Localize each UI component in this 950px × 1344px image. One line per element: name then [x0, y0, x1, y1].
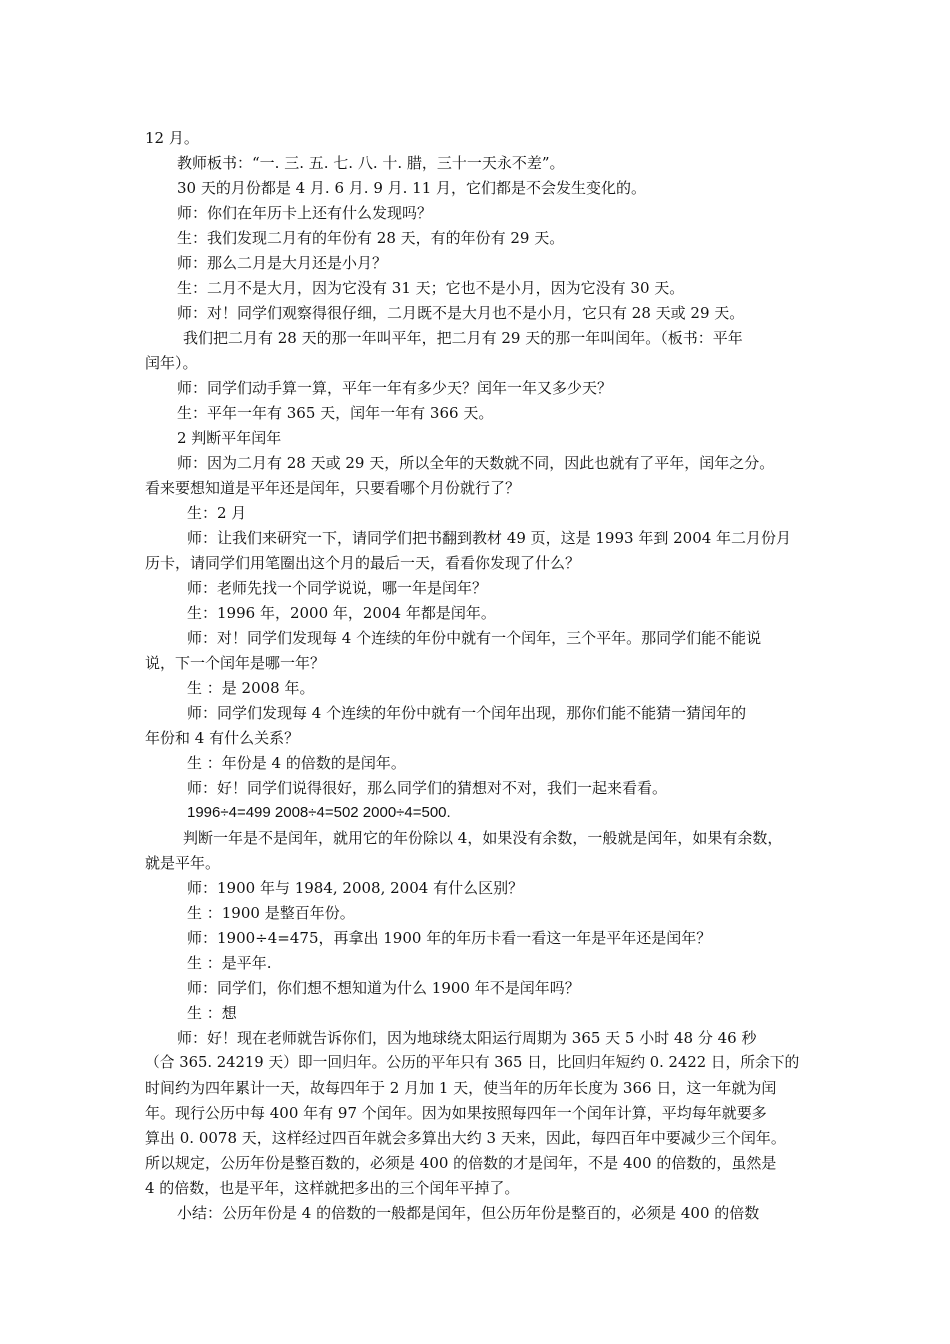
text-line: 生 ：是平年.	[187, 954, 272, 972]
text-line: 生：二月不是大月，因为它没有 31 天；它也不是小月，因为它没有 30 天。	[177, 279, 685, 297]
text-line: 年。现行公历中每 400 年有 97 个闰年。因为如果按照每四年一个闰年计算，平均每年就要多	[145, 1104, 767, 1122]
text-line: 闰年）。	[145, 354, 198, 372]
text-line: 生：平年一年有 365 天，闰年一年有 366 天。	[177, 404, 494, 422]
section-heading: 2 判断平年闰年	[177, 429, 282, 447]
text-line: 师：好！同学们说得很好，那么同学们的猜想对不对，我们一起来看看。	[187, 779, 668, 797]
text-line: 生 ：年份是 4 的倍数的是闰年。	[187, 754, 406, 772]
text-line: 师：对！同学们发现每 4 个连续的年份中就有一个闰年，三个平年。那同学们能不能说	[187, 629, 762, 647]
text-line: 师：对！同学们观察得很仔细，二月既不是大月也不是小月，它只有 28 天或 29 天。	[177, 304, 745, 322]
text-line: 时间约为四年累计一天，故每四年于 2 月加 1 天，使当年的历年长度为 366 日，这一年就为闰	[145, 1079, 777, 1097]
text-line: 看来要想知道是平年还是闰年，只要看哪个月份就行了？	[145, 479, 521, 497]
text-line: 说，下一个闰年是哪一年？	[145, 654, 326, 672]
text-line: 师：1900÷4=475，再拿出 1900 年的年历卡看一看这一年是平年还是闰年？	[187, 929, 712, 947]
text-line: 师：那么二月是大月还是小月？	[177, 254, 388, 272]
text-line: 师：同学们，你们想不想知道为什么 1900 年不是闰年吗？	[187, 979, 580, 997]
text-line: 历卡，请同学们用笔圈出这个月的最后一天，看看你发现了什么？	[145, 554, 581, 572]
text-line: 师：1900 年与 1984, 2008, 2004 有什么区别？	[187, 879, 524, 897]
text-line: 年份和 4 有什么关系？	[145, 729, 300, 747]
text-line: 师：你们在年历卡上还有什么发现吗？	[177, 204, 433, 222]
text-line: 我们把二月有 28 天的那一年叫平年，把二月有 29 天的那一年叫闰年。（板书：平年	[183, 329, 743, 347]
text-line: 生：我们发现二月有的年份有 28 天，有的年份有 29 天。	[177, 229, 565, 247]
text-line: 算出 0. 0078 天，这样经过四百年就会多算出大约 3 天来，因此，每四百年中要减少三个闰年。	[145, 1129, 786, 1147]
text-line: 师：因为二月有 28 天或 29 天，所以全年的天数就不同，因此也就有了平年，闰年之分。	[177, 454, 775, 472]
text-line: 生：1996 年，2000 年，2004 年都是闰年。	[187, 604, 496, 622]
text-line: 生：2 月	[187, 504, 247, 522]
text-line: （合 365. 24219 天）即一回归年。公历的平年只有 365 日，比回归年短约 0. 2422 日，所余下的	[145, 1054, 800, 1071]
text-line: 生 ：想	[187, 1004, 237, 1022]
text-line: 30 天的月份都是 4 月. 6 月. 9 月. 11 月，它们都是不会发生变化的。	[177, 179, 647, 197]
text-line: 小结：公历年份是 4 的倍数的一般都是闰年，但公历年份是整百的，必须是 400 的倍数	[177, 1204, 760, 1222]
text-line: 师：同学们发现每 4 个连续的年份中就有一个闰年出现，那你们能不能猜一猜闰年的	[187, 704, 747, 722]
text-line: 师：同学们动手算一算，平年一年有多少天？闰年一年又多少天？	[177, 379, 613, 397]
text-line: 判断一年是不是闰年，就用它的年份除以 4，如果没有余数，一般就是闰年，如果有余数，	[183, 829, 783, 847]
text-line: 所以规定，公历年份是整百数的，必须是 400 的倍数的才是闰年，不是 400 的倍数的，虽然是	[145, 1154, 777, 1172]
text-line: 生 ：是 2008 年。	[187, 679, 315, 697]
text-line: 师：让我们来研究一下，请同学们把书翻到教材 49 页，这是 1993 年到 2004 年二月份月	[187, 529, 792, 547]
text-line: 12 月。	[145, 129, 199, 147]
text-line: 师：好！现在老师就告诉你们，因为地球绕太阳运行周期为 365 天 5 小时 48 分 46 秒	[177, 1029, 757, 1047]
text-line: 师：老师先找一个同学说说，哪一年是闰年？	[187, 579, 488, 597]
text-line: 就是平年。	[145, 854, 221, 872]
text-line: 教师板书：“一. 三. 五. 七. 八. 十. 腊，三十一天永不差”。	[177, 154, 565, 172]
text-line: 4 的倍数，也是平年，这样就把多出的三个闰年平掉了。	[145, 1179, 520, 1197]
text-line: 生 ：1900 是整百年份。	[187, 904, 355, 922]
equation-line: 1996÷4=499 2008÷4=502 2000÷4=500.	[187, 804, 451, 821]
